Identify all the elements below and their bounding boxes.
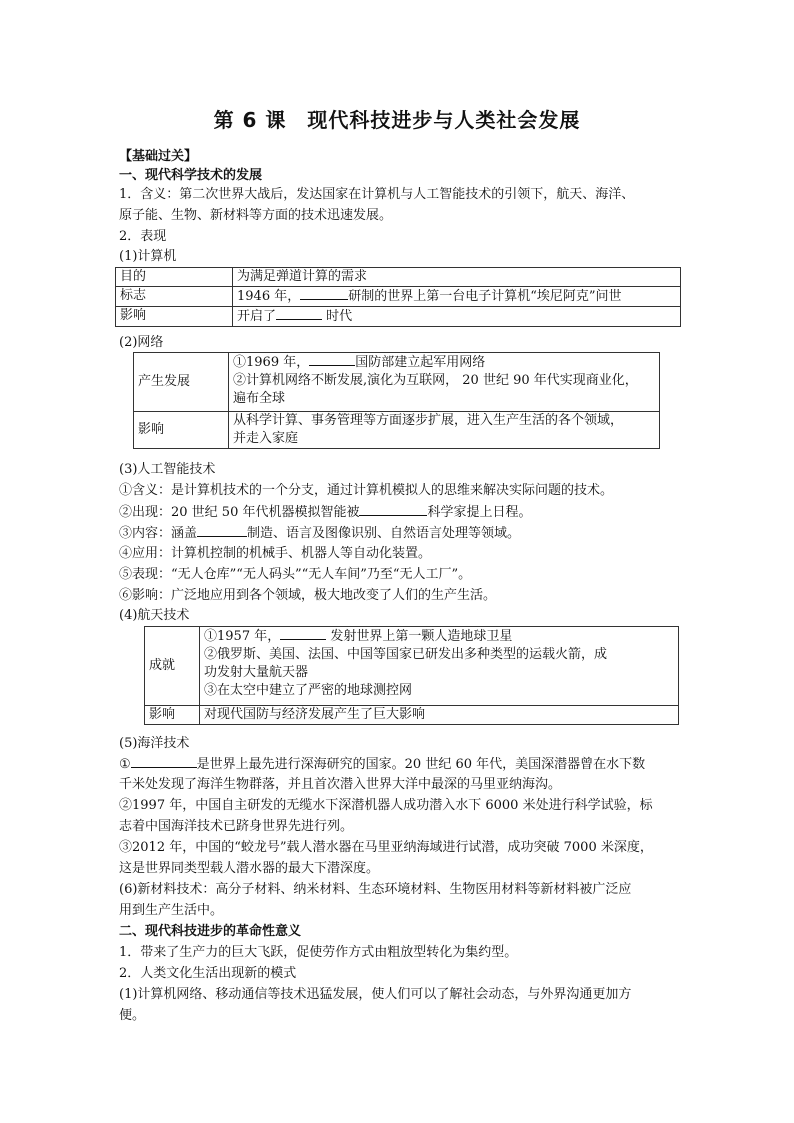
significance-item-2-1-line-2: 便。 bbox=[119, 1008, 146, 1023]
cell-text: ①1969 年， bbox=[233, 355, 310, 370]
ocean-line-6: 这是世界同类型载人潜水器的最大下潜深度。 bbox=[119, 861, 380, 876]
row-content bbox=[200, 627, 679, 706]
row-content: 对现代国防与经济发展产生了巨大影响 bbox=[200, 706, 679, 725]
network-heading: (2)网络 bbox=[119, 335, 164, 350]
cell-text: 1946 年， bbox=[237, 289, 301, 304]
ocean-line-5: ③2012 年，中国的“蛟龙号”载人潜水器在马里亚纳海域进行试潜，成功突破 7000 米深度， bbox=[119, 840, 653, 855]
ai-emergence bbox=[119, 503, 532, 521]
table-row bbox=[134, 353, 660, 412]
cell-text: 发射世界上第一颗人造地球卫星 bbox=[326, 629, 513, 644]
text: 是世界上最先进行深海研究的国家。20 世纪 60 年代，美国深潜器曾在水下数 bbox=[196, 757, 646, 772]
significance-item-2-1-line-1: (1)计算机网络、移动通信等技术迅猛发展，使人们可以了解社会动态，与外界沟通更加方 bbox=[119, 987, 632, 1002]
fill-in-blank[interactable] bbox=[359, 503, 427, 516]
row-label: 成就 bbox=[145, 627, 200, 706]
row-label: 标志 bbox=[116, 287, 233, 307]
cell-line: 并走入家庭 bbox=[233, 431, 299, 446]
row-content bbox=[233, 287, 681, 307]
row-label: 产生发展 bbox=[134, 353, 229, 412]
significance-item-2: 2．人类文化生活出现新的模式 bbox=[119, 966, 297, 981]
cell-line: ③在太空中建立了严密的地球测控网 bbox=[204, 683, 413, 698]
ocean-line-2: 千米处发现了海洋生物群落，并且首次潜入世界大洋中最深的马里亚纳海沟。 bbox=[119, 777, 562, 792]
ai-definition: ①含义：是计算机技术的一个分支，通过计算机模拟人的思维来解决实际问题的技术。 bbox=[119, 483, 614, 498]
cell-line: ②计算机网络不断发展,演化为互联网， 20 世纪 90 年代实现商业化， bbox=[233, 373, 638, 388]
table-row bbox=[145, 627, 679, 706]
cell-text: 时代 bbox=[322, 309, 353, 324]
significance-item-1: 1．带来了生产力的巨大飞跃，促使劳作方式由粗放型转化为集约型。 bbox=[119, 945, 518, 960]
row-label: 影响 bbox=[134, 412, 229, 449]
cell-text: 国防部建立起军用网络 bbox=[355, 355, 486, 370]
cell-line bbox=[233, 353, 655, 372]
fill-in-blank[interactable] bbox=[131, 755, 197, 768]
row-content bbox=[233, 268, 681, 287]
text: ③内容：涵盖 bbox=[119, 526, 198, 541]
row-content bbox=[233, 307, 681, 327]
space-table bbox=[144, 626, 679, 725]
space-heading: (4)航天技术 bbox=[119, 608, 190, 623]
cell-text: 开启了 bbox=[237, 309, 277, 324]
cell-text: ①1957 年， bbox=[204, 629, 281, 644]
fill-in-blank[interactable] bbox=[309, 353, 355, 366]
table-row bbox=[145, 706, 679, 725]
materials-line-1: (6)新材料技术：高分子材料、纳米材料、生态环境材料、生物医用材料等新材料被广泛应 bbox=[119, 882, 632, 897]
section-heading-2: 二、现代科技进步的革命性意义 bbox=[119, 924, 302, 939]
definition-line-1: 1．含义：第二次世界大战后，发达国家在计算机与人工智能技术的引领下，航天、海洋、 bbox=[119, 187, 635, 202]
network-table bbox=[133, 352, 660, 449]
text: ②出现：20 世纪 50 年代机器模拟智能被 bbox=[119, 505, 360, 520]
row-label: 影响 bbox=[145, 706, 200, 725]
ai-impact: ⑥影响：广泛地应用到各个领域，极大地改变了人们的生产生活。 bbox=[119, 588, 497, 603]
cell-text: 为满足弹道计算的需求 bbox=[237, 269, 368, 284]
ocean-line-4: 志着中国海洋技术已跻身世界先进行列。 bbox=[119, 819, 354, 834]
item-2-heading: 2．表现 bbox=[119, 229, 167, 244]
page-title: 第 6 课 现代科技进步与人类社会发展 bbox=[213, 108, 581, 132]
table-row bbox=[116, 268, 681, 287]
cell-line: 遍布全球 bbox=[233, 391, 286, 406]
table-row bbox=[116, 307, 681, 327]
table-row bbox=[134, 412, 660, 449]
text: ① bbox=[119, 757, 131, 772]
row-label: 目的 bbox=[116, 268, 233, 287]
fill-in-blank[interactable] bbox=[300, 287, 348, 300]
row-content bbox=[229, 353, 660, 412]
definition-line-2: 原子能、生物、新材料等方面的技术迅速发展。 bbox=[119, 208, 393, 223]
computer-heading: (1)计算机 bbox=[119, 249, 177, 264]
ai-application: ④应用：计算机控制的机械手、机器人等自动化装置。 bbox=[119, 546, 432, 561]
text: 制造、语言及图像识别、自然语言处理等领域。 bbox=[247, 526, 521, 541]
table-row bbox=[116, 287, 681, 307]
cell-text: 研制的世界上第一台电子计算机“埃尼阿克”问世 bbox=[348, 289, 622, 304]
fill-in-blank[interactable] bbox=[197, 524, 247, 537]
materials-line-2: 用到生产生活中。 bbox=[119, 903, 224, 918]
cell-line: 从科学计算、事务管理等方面逐步扩展，进入生产生活的各个领域， bbox=[233, 413, 624, 428]
fill-in-blank[interactable] bbox=[280, 627, 326, 640]
computer-table bbox=[115, 267, 681, 327]
section-heading-1: 一、现代科学技术的发展 bbox=[119, 168, 263, 183]
row-content bbox=[229, 412, 660, 449]
row-label: 影响 bbox=[116, 307, 233, 327]
ai-heading: (3)人工智能技术 bbox=[119, 462, 216, 477]
section-label: 【基础过关】 bbox=[119, 149, 198, 164]
ai-performance: ⑤表现：“无人仓库”“无人码头”“无人车间”乃至“无人工厂”。 bbox=[119, 567, 472, 582]
ocean-heading: (5)海洋技术 bbox=[119, 736, 190, 751]
ocean-line-3: ②1997 年，中国自主研发的无缆水下深潜机器人成功潜入水下 6000 米处进行科学试验，标 bbox=[119, 798, 653, 813]
cell-line bbox=[204, 627, 674, 646]
ai-content bbox=[119, 524, 520, 542]
ocean-line-1 bbox=[119, 755, 645, 773]
cell-line: 功发射大量航天器 bbox=[204, 665, 309, 680]
text: 科学家提上日程。 bbox=[427, 505, 532, 520]
fill-in-blank[interactable] bbox=[276, 307, 322, 320]
cell-line: ②俄罗斯、美国、法国、中国等国家已研发出多种类型的运载火箭，成 bbox=[204, 647, 608, 662]
